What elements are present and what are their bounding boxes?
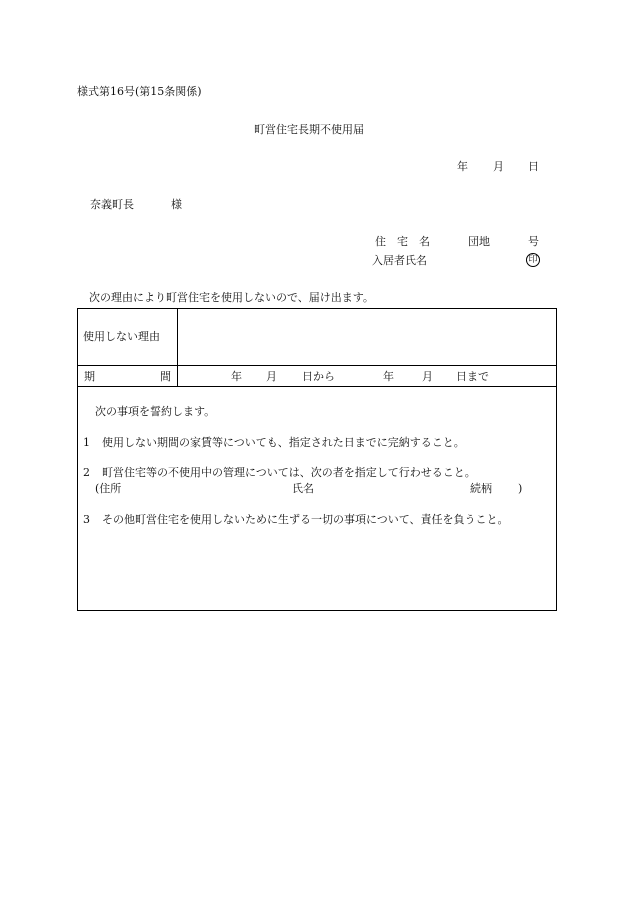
form-title: 町営住宅長期不使用届 (254, 123, 364, 136)
period-to-day: 日まで (456, 370, 489, 383)
pledge-item-1-number: 1 (83, 436, 90, 449)
form-table (77, 308, 557, 611)
column-divider (177, 309, 178, 386)
reason-label: 使用しない理由 (83, 330, 160, 343)
number-label: 号 (528, 235, 539, 248)
period-to-year: 年 (383, 370, 394, 383)
period-from-day: 日から (302, 370, 335, 383)
row-divider-1 (78, 365, 556, 366)
addressee-name: 奈義町長 (90, 198, 134, 211)
address-label: 住 宅 名 (375, 235, 430, 248)
pledge-item-2-number: 2 (83, 466, 90, 479)
resident-name-label: 入居者氏名 (372, 254, 427, 267)
date-year: 年 (457, 160, 468, 173)
period-to-month: 月 (422, 370, 433, 383)
pledge-item-2-text: 町営住宅等の不使用中の管理については、次の者を指定して行わせること。 (102, 466, 476, 479)
pledge-item-3-text: その他町営住宅を使用しないために生ずる一切の事項について、責任を負うこと。 (102, 513, 509, 526)
pledge-item-3-number: 3 (83, 513, 90, 526)
addressee-honorific: 様 (171, 198, 182, 211)
period-from-year: 年 (231, 370, 242, 383)
seal-mark: 印 (526, 253, 540, 267)
agent-address-label: (住所 (95, 482, 122, 495)
pledge-item-1-text: 使用しない期間の家賃等についても、指定された日までに完納すること。 (102, 436, 465, 449)
period-from-month: 月 (266, 370, 277, 383)
intro-text: 次の理由により町営住宅を使用しないので、届け出ます。 (89, 291, 374, 304)
date-month: 月 (493, 160, 504, 173)
agent-relation-label: 続柄 (470, 482, 492, 495)
period-label-second: 間 (160, 370, 171, 383)
agent-close-paren: ) (518, 482, 523, 495)
period-label-first: 期 (84, 370, 95, 383)
agent-name-label: 氏名 (292, 482, 314, 495)
pledge-heading: 次の事項を誓約します。 (95, 405, 216, 418)
date-day: 日 (528, 160, 539, 173)
form-number: 様式第16号(第15条関係) (77, 85, 202, 98)
reason-field[interactable] (179, 310, 555, 364)
row-divider-2 (78, 386, 556, 387)
danchi-label: 団地 (468, 235, 490, 248)
